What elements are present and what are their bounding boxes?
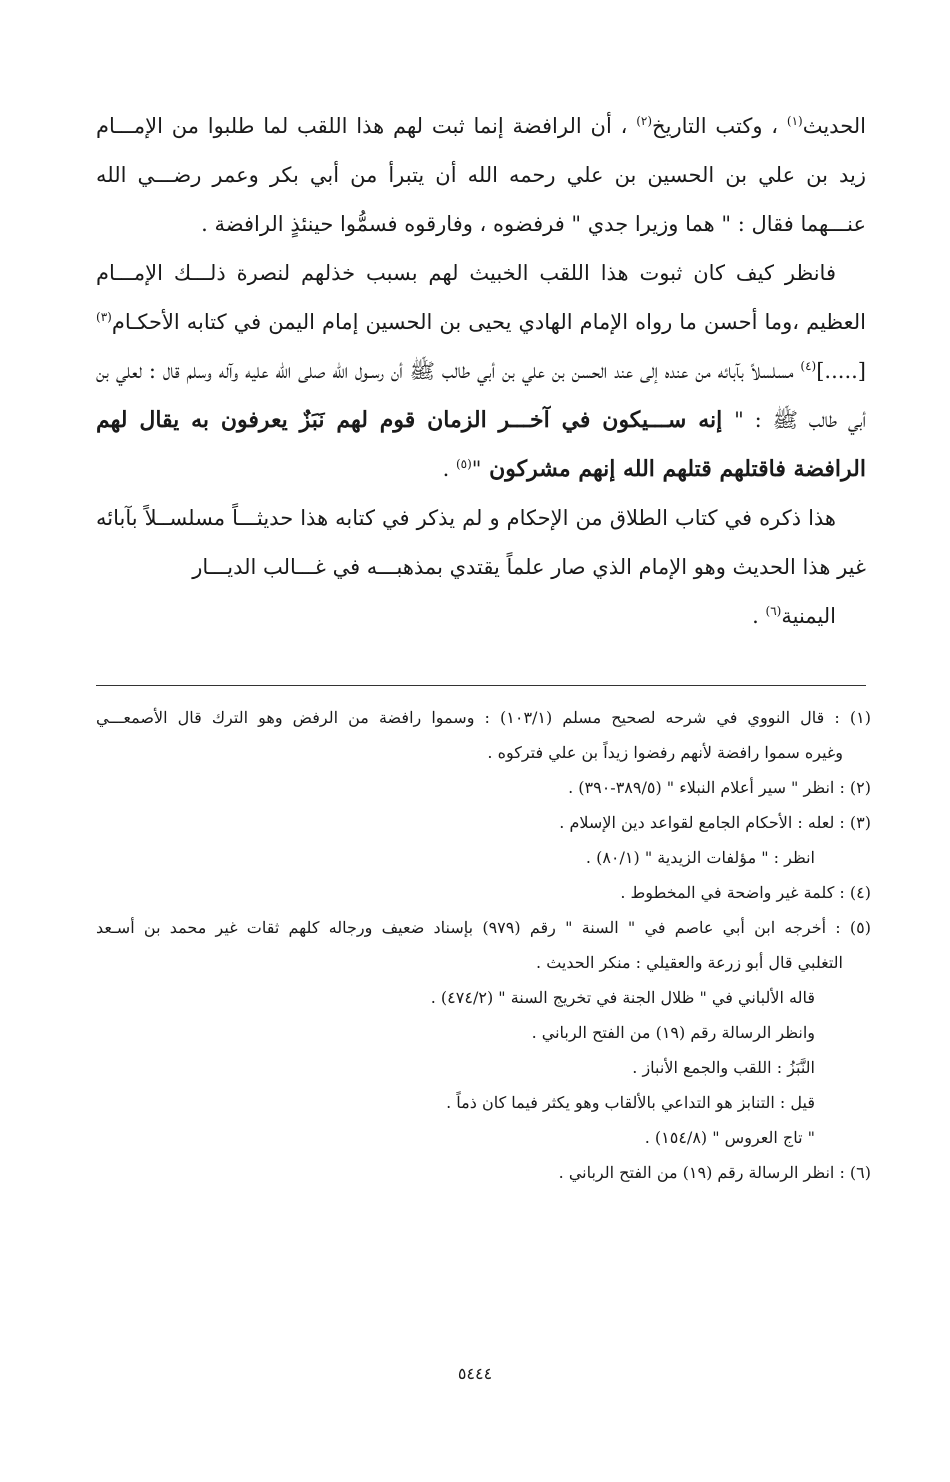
text: الحديث [802,114,866,138]
text: . [752,604,766,628]
text: هذا ذكره في كتاب الطلاق من الإحكام و لم يذكر في كتابه هذا حديثـــاً مسلســلاً بآبائه غير هذا الحديث وهو الإمام الذي صار علماً يقتدي بمذهبـــه في غـــالب الديـــار [96,506,866,579]
page-number: ٥٤٤٤ [457,1364,493,1383]
footnote-3: (٣) : لعله : الأحكام الجامع لقواعد دين الإسلام . [559,813,871,832]
footnote-ref-1[interactable]: (١) [786,114,803,128]
text: [.....] [816,359,866,383]
footnote-divider [96,685,866,686]
quote-mark: " [471,457,482,481]
paragraph-3 [96,494,866,641]
footnote-ref-4[interactable]: (٤) [800,359,817,373]
footnote-5-cont: قاله الألباني في " ظلال الجنة في تخريج السنة " (٤٧٤/٢) . [430,988,815,1007]
footnote-6: (٦) : انظر الرسالة رقم (١٩) من الفتح الرباني . [558,1163,871,1182]
footnote-ref-2[interactable]: (٢) [636,114,653,128]
text: مسلسلاً بآبائه من عنده إلى عند الحسن بن علي بن أبي طالب ﷺ أن رسـول الله صلى الله عليه وآله وسلم قال : لعلي بن أبي طالب ﷺ : " [96,359,866,432]
main-text [96,102,866,641]
footnote-3-cont: انظر : " مؤلفات الزيدية " (٨٠/١) . [585,848,815,867]
text: فانظر كيف كان ثبوت هذا اللقب الخبيث لهم بسبب خذلهم لنصرة ذلـــك الإمـــام العظيم ،وما أحسن ما رواه الإمام الهادي يحيى بن الحسين إمام اليمن في كتابه الأحكـام [96,261,866,334]
footnote-ref-3[interactable]: (٣) [96,310,112,324]
footnote-5-cont: التغلبي قال أبو زرعة والعقيلي : منكر الحديث . [536,953,843,972]
footnote-1: (١) : قال النووي في شرحه لصحيح مسلم (١٠٣/١) : وسموا رافضة من الرفض وهو الترك قال الأصمعـــي [96,708,871,727]
hadith-quote: إنه ســـيكون في آخـــر الزمان قوم لهم نَبَزٌ يعرفون به يقال لهم الرافضة فاقتلهم قتلهم الله إنهم مشركون [96,407,866,482]
text: ، أن الرافضة إنما ثبت لهم هذا اللقب لما طلبوا من الإمـــام زيد بن علي بن الحسين بن علي رحمه الله أن يتبرأ من أبي بكر وعمر رضـــي الله عنـــهما فقال : " هما وزيرا جدي " فرفضوه ، وفارقوه فسمُّوا حينئذٍ الرافضة . [96,114,866,236]
paragraph-1 [96,102,866,249]
footnote-5-cont: النَّبَزُ : اللقب والجمع الأنباز . [632,1058,815,1077]
footnote-5-cont: " تاج العروس " (١٥٤/٨) . [644,1128,815,1147]
footnote-2: (٢) : انظر " سير أعلام النبلاء " (٣٨٩/٥-٣٩٠) . [568,778,871,797]
text: اليمنية [781,604,836,628]
footnote-4: (٤) : كلمة غير واضحة في المخطوط . [620,883,871,902]
footnote-ref-6[interactable]: (٦) [765,604,782,618]
paragraph-2 [96,249,866,494]
text: ، وكتب التاريخ [652,114,779,138]
paragraph-3-last-line [96,592,866,641]
footnote-1-cont: وغيره سموا رافضة لأنهم رفضوا زيداً بن علي فتركوه . [487,743,843,762]
footnotes [96,700,871,1190]
footnote-ref-5[interactable]: (٥) [455,457,472,471]
footnote-5-cont: وانظر الرسالة رقم (١٩) من الفتح الرباني . [531,1023,815,1042]
text: . [442,457,456,481]
footnote-5: (٥) : أخرجه ابن أبي عاصم في " السنة " رقم (٩٧٩) بإسناد ضعيف ورجاله كلهم ثقات غير محمد بن أسـعد [96,918,871,937]
footnote-5-cont: قيل : التنابز هو التداعي بالألقاب وهو يكثر فيما كان ذماً . [446,1093,815,1112]
